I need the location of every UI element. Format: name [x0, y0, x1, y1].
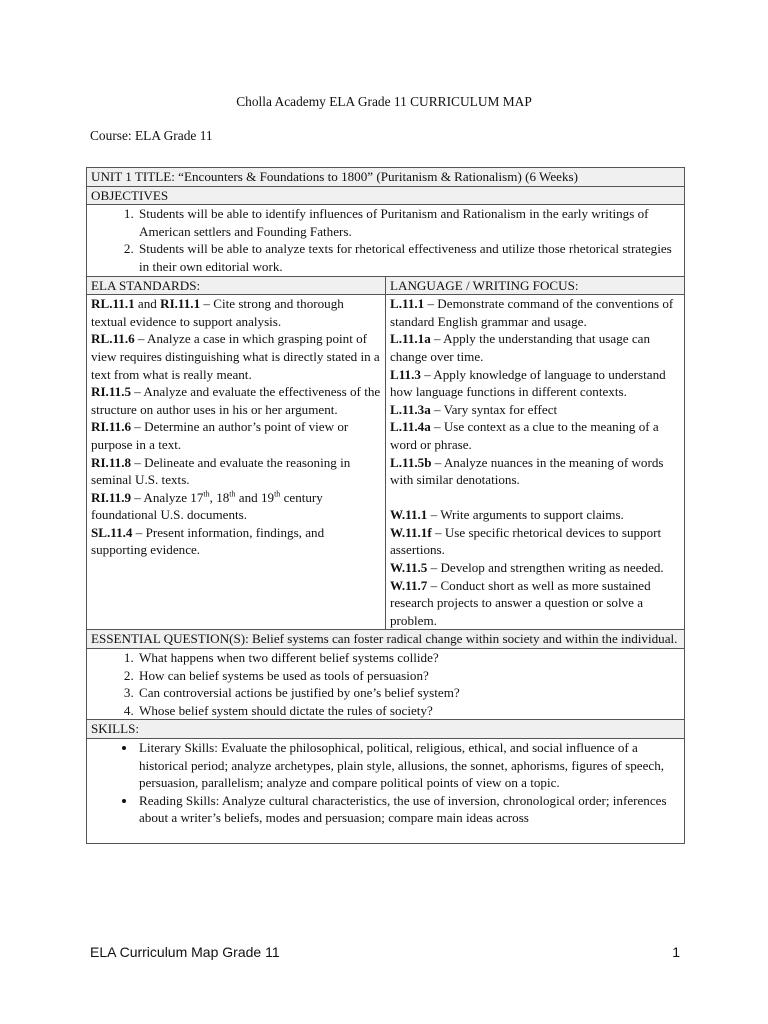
skill-item: • Reading Skills: Analyze cultural characteristics, the use of inversion, chronological order; inferences about a writer’s beliefs, modes and persuasion; compare main ideas across — [137, 792, 680, 827]
ela-standards-cell — [87, 295, 386, 630]
skills-list — [91, 739, 680, 827]
standard-item: RL.11.1 and RI.11.1 – Cite strong and thorough textual evidence to support analysis. — [91, 296, 344, 329]
standard-item: L11.3 – Apply knowledge of language to understand how language functions in different contexts. — [390, 366, 666, 400]
skill-item: • Literary Skills: Evaluate the philosophical, political, religious, ethical, and social influence of a historical period; analyze archetypes, plain style, allusions, the sonnet, aphorisms, figures of speech, persuasion, parallelism; analyze and compare political points of view on a topic. — [137, 739, 680, 792]
document-title: Cholla Academy ELA Grade 11 CURRICULUM MAP — [236, 94, 532, 109]
standard-item: RI.11.8 – Delineate and evaluate the reasoning in seminal U.S. texts. — [91, 454, 351, 488]
standard-item: W.11.1 – Write arguments to support claims. — [390, 507, 624, 523]
question-item: 2. How can belief systems be used as tools of persuasion? — [137, 667, 680, 685]
language-writing-header: LANGUAGE / WRITING FOCUS: — [386, 276, 685, 295]
ela-standards-header: ELA STANDARDS: — [87, 276, 386, 295]
curriculum-table — [86, 167, 685, 844]
standard-item: RI.11.5 – Analyze and evaluate the effectiveness of the structure on author uses in his or her argument. — [91, 384, 381, 417]
course-line: Course: ELA Grade 11 — [90, 128, 213, 143]
standard-item: RI.11.9 – Analyze 17th, 18th and 19th century foundational U.S. documents. — [91, 489, 323, 523]
question-item: 1. What happens when two different belief systems collide? — [137, 649, 680, 667]
skills-header: SKILLS: — [87, 720, 685, 739]
standards-header-row — [87, 276, 685, 295]
objectives-header: OBJECTIVES — [87, 186, 685, 205]
standard-item: W.11.1f – Use specific rhetorical devices to support assertions. — [390, 524, 662, 558]
standard-item: L.11.3a – Vary syntax for effect — [390, 401, 558, 417]
essential-question: ESSENTIAL QUESTION(S): Belief systems can foster radical change within society and within the individual. — [87, 630, 685, 649]
unit-title: UNIT 1 TITLE: “Encounters & Foundations to 1800” (Puritanism & Rationalism) (6 Weeks) — [87, 168, 685, 187]
objectives-list — [91, 205, 680, 275]
standard-item: RL.11.6 – Analyze a case in which grasping point of view requires distinguishing what is directly stated in a text from what is really meant. — [91, 331, 380, 382]
standard-item: L.11.1a – Apply the understanding that usage can change over time. — [390, 331, 651, 364]
objective-item: 2. Students will be able to analyze texts for rhetorical effectiveness and utilize those rhetorical strategies in their own editorial work. — [137, 240, 680, 275]
standard-item: L.11.5b – Analyze nuances in the meaning of words with similar denotations. — [390, 454, 664, 488]
questions-row — [87, 649, 685, 720]
objectives-header-row — [87, 186, 685, 205]
objectives-row — [87, 205, 685, 276]
question-item: 4. Whose belief system should dictate the rules of society? — [137, 702, 680, 720]
standard-item: W.11.7 – Conduct short as well as more sustained research projects to answer a question or solve a problem. — [390, 577, 651, 628]
language-writing-cell — [386, 295, 685, 630]
standard-item: RI.11.6 – Determine an author’s point of view or purpose in a text. — [91, 419, 349, 452]
questions-list — [91, 649, 680, 719]
footer-text: ELA Curriculum Map Grade 11 — [90, 944, 280, 960]
standard-item: SL.11.4 – Present information, findings, and supporting evidence. — [91, 524, 325, 558]
question-item: 3. Can controversial actions be justified by one’s belief system? — [137, 684, 680, 702]
skills-row — [87, 739, 685, 844]
standards-row — [87, 295, 685, 630]
unit-title-row — [87, 168, 685, 187]
standard-item: L.11.1 – Demonstrate command of the conventions of standard English grammar and usage. — [390, 296, 674, 329]
objective-item: 1. Students will be able to identify influences of Puritanism and Rationalism in the early writings of American settlers and Founding Fathers. — [137, 205, 680, 240]
essential-question-row — [87, 630, 685, 649]
standard-item: W.11.5 – Develop and strengthen writing as needed. — [390, 560, 664, 576]
standard-item: L.11.4a – Use context as a clue to the meaning of a word or phrase. — [390, 419, 659, 452]
skills-header-row — [87, 720, 685, 739]
page-number: 1 — [672, 944, 680, 960]
